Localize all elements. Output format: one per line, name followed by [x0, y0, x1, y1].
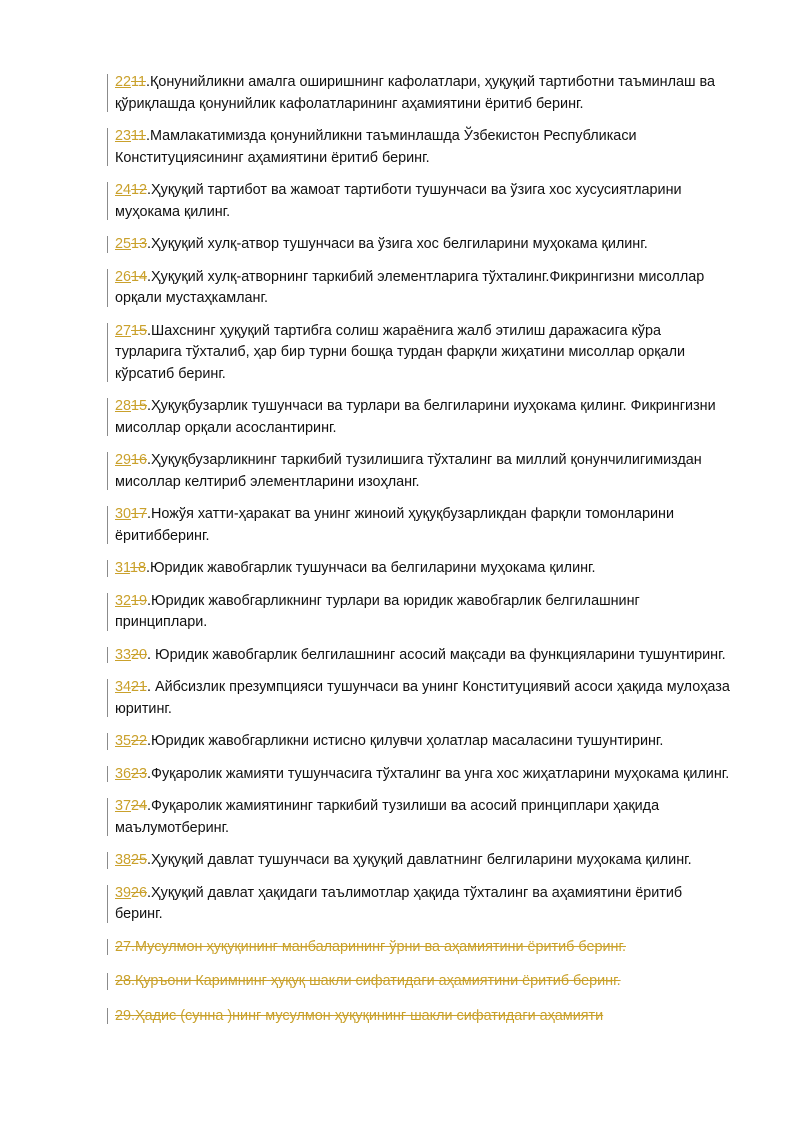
- list-item: [0, 731, 800, 753]
- deleted-question-text: 29.Ҳадис (сунна )нинг мусулмон ҳуқуқининг шакли сифатидаги аҳамияти: [115, 1007, 604, 1024]
- deleted-number: 22: [131, 733, 148, 749]
- deleted-number: 23: [131, 765, 148, 782]
- deleted-number: 11: [131, 128, 146, 144]
- change-bar: [107, 593, 108, 631]
- question-body: .Юридик жавобгарликни истисно қилувчи ҳолатлар масаласини тушунтиринг.: [147, 733, 664, 749]
- deleted-number: 13: [131, 236, 148, 252]
- question-text: [115, 883, 730, 926]
- list-item: [0, 558, 800, 580]
- list-item: [0, 321, 800, 386]
- deleted-number: 21: [131, 679, 148, 695]
- deleted-number: 15: [131, 322, 148, 339]
- change-bar: [107, 766, 108, 783]
- question-body: .Ҳуқуқбузарлик тушунчаси ва турлари ва белгиларини иуҳокама қилинг. Фикрингизни мисоллар орқали асослантиринг.: [115, 398, 716, 436]
- list-item: [0, 234, 800, 256]
- inserted-number: 25: [115, 236, 132, 252]
- change-bar: [107, 560, 108, 577]
- inserted-number: 22: [115, 74, 132, 90]
- change-bar: [107, 74, 108, 112]
- question-body: .Ҳуқуқбузарликнинг таркибий тузилишига тўхталинг ва миллий қонунчилигимиздан мисоллар келтириб элементларини изоҳланг.: [115, 452, 702, 490]
- inserted-number: 39: [115, 884, 132, 901]
- question-text: [115, 267, 730, 310]
- inserted-number: 23: [115, 128, 132, 144]
- change-bar: [107, 269, 108, 307]
- deleted-question-text: 28.Қуръони Каримнинг ҳуқуқ шакли сифатидаги аҳамиятини ёритиб беринг.: [115, 973, 621, 989]
- change-bar: [107, 398, 108, 436]
- list-item: [0, 677, 800, 720]
- list-item: [0, 450, 800, 493]
- change-bar: [107, 852, 108, 869]
- change-bar: [107, 679, 108, 717]
- question-body: . Айбсизлик презумпцияси тушунчаси ва унинг Конституциявий асоси ҳақида мулоҳаза юритинг.: [115, 679, 730, 717]
- deleted-number: 20: [131, 646, 148, 663]
- question-text: [115, 591, 730, 634]
- question-text: [115, 645, 730, 667]
- list-item: [0, 72, 800, 115]
- change-bar: [107, 323, 108, 383]
- change-bar: [107, 1008, 108, 1025]
- deleted-list-item: [0, 937, 800, 959]
- list-item: [0, 850, 800, 872]
- inserted-number: 38: [115, 852, 132, 868]
- deleted-number: 17: [131, 506, 148, 522]
- list-item: [0, 796, 800, 839]
- question-body: .Мамлакатимизда қонунийликни таъминлашда Ўзбекистон Республикаси Конституциясининг аҳамиятини ёритиб беринг.: [115, 128, 637, 166]
- list-item: [0, 504, 800, 547]
- question-body: .Юридик жавобгарликнинг турлари ва юридик жавобгарлик белгилашнинг принциплари.: [115, 592, 640, 630]
- deleted-number: 19: [131, 592, 148, 609]
- question-text: [115, 796, 730, 839]
- question-text: [115, 180, 730, 223]
- list-item: [0, 764, 800, 786]
- list-item: [0, 883, 800, 926]
- deleted-number: 15: [131, 398, 148, 414]
- inserted-number: 26: [115, 268, 132, 285]
- question-body: .Ҳуқуқий тартибот ва жамоат тартиботи тушунчаси ва ўзига хос хусусиятларини муҳокама қилинг.: [115, 182, 682, 220]
- inserted-number: 31: [115, 560, 130, 576]
- inserted-number: 24: [115, 182, 132, 198]
- question-text: [115, 558, 730, 580]
- question-text: [115, 234, 730, 256]
- deleted-list-item: [0, 971, 800, 993]
- inserted-number: 37: [115, 798, 132, 814]
- deleted-question-text: 27.Мусулмон ҳуқуқининг манбаларининг ўрни ва аҳамиятини ёритиб беринг.: [115, 938, 626, 955]
- list-item: [0, 645, 800, 667]
- change-bar: [107, 647, 108, 664]
- question-body: .Ҳуқуқий хулқ-атвор тушунчаси ва ўзига хос белгиларини муҳокама қилинг.: [147, 236, 648, 252]
- question-text: [115, 126, 730, 169]
- question-text: [115, 450, 730, 493]
- inserted-number: 36: [115, 765, 132, 782]
- inserted-number: 32: [115, 592, 132, 609]
- change-bar: [107, 798, 108, 836]
- change-bar: [107, 733, 108, 750]
- list-item: [0, 396, 800, 439]
- inserted-number: 27: [115, 322, 132, 339]
- question-text: [115, 850, 730, 872]
- question-text: [115, 504, 730, 547]
- deleted-list-item: [0, 1006, 800, 1028]
- question-body: . Юридик жавобгарлик белгилашнинг асосий мақсади ва функцияларини тушунтиринг.: [147, 646, 726, 663]
- question-body: .Юридик жавобгарлик тушунчаси ва белгиларини муҳокама қилинг.: [145, 560, 596, 576]
- question-text: [115, 731, 730, 753]
- deleted-number: 18: [129, 560, 146, 576]
- inserted-number: 33: [115, 646, 132, 663]
- deleted-number: 11: [131, 74, 146, 90]
- list-item: [0, 591, 800, 634]
- change-bar: [107, 452, 108, 490]
- question-body: .Ҳуқуқий давлат ҳақидаги таълимотлар ҳақида тўхталинг ва аҳамиятини ёритиб беринг.: [115, 884, 683, 922]
- question-text: [115, 764, 730, 786]
- question-body: .Фуқаролик жамиятининг таркибий тузилиши ва асосий принциплари ҳақида маълумотберинг.: [115, 798, 660, 836]
- change-bar: [107, 182, 108, 220]
- deleted-number: 16: [131, 452, 148, 468]
- inserted-number: 28: [115, 398, 132, 414]
- deleted-number: 25: [131, 852, 148, 868]
- deleted-number: 24: [131, 798, 148, 814]
- question-text: [115, 396, 730, 439]
- deleted-number: 26: [131, 884, 148, 901]
- question-body: .Фуқаролик жамияти тушунчасига тўхталинг ва унга хос жиҳатларини муҳокама қилинг.: [147, 765, 730, 782]
- question-body: .Шахснинг ҳуқуқий тартибга солиш жараёнига жалб этилиш даражасига кўра турларига тўхталиб, ҳар бир турни бошқа турдан фарқли жиҳатини мисоллар орқали кўрсатиб беринг.: [115, 322, 686, 382]
- list-item: [0, 126, 800, 169]
- question-list: [0, 72, 800, 1040]
- deleted-number: 14: [131, 268, 148, 285]
- change-bar: [107, 885, 108, 923]
- question-body: .Ҳуқуқий хулқ-атворнинг таркибий элементларига тўхталинг.Фикрингизни мисоллар орқали мустаҳкамланг.: [115, 268, 705, 306]
- change-bar: [107, 236, 108, 253]
- inserted-number: 34: [115, 679, 132, 695]
- question-body: .Ножўя хатти-ҳаракат ва унинг жиноий ҳуқуқбузарликдан фарқли томонларини ёритибберинг.: [115, 506, 675, 544]
- inserted-number: 35: [115, 733, 132, 749]
- question-text: [115, 321, 730, 386]
- deleted-number: 12: [131, 182, 148, 198]
- question-body: .Қонунийликни амалга оширишнинг кафолатлари, ҳуқуқий тартиботни таъминлаш ва қўриқлашда қонунийлик кафолатларининг аҳамиятини ёритиб беринг.: [115, 74, 716, 112]
- inserted-number: 30: [115, 506, 132, 522]
- question-text: [115, 72, 730, 115]
- list-item: [0, 267, 800, 310]
- question-text: [115, 677, 730, 720]
- change-bar: [107, 939, 108, 956]
- inserted-number: 29: [115, 452, 132, 468]
- question-body: .Ҳуқуқий давлат тушунчаси ва ҳуқуқий давлатнинг белгиларини муҳокама қилинг.: [147, 852, 692, 868]
- change-bar: [107, 506, 108, 544]
- change-bar: [107, 973, 108, 990]
- list-item: [0, 180, 800, 223]
- change-bar: [107, 128, 108, 166]
